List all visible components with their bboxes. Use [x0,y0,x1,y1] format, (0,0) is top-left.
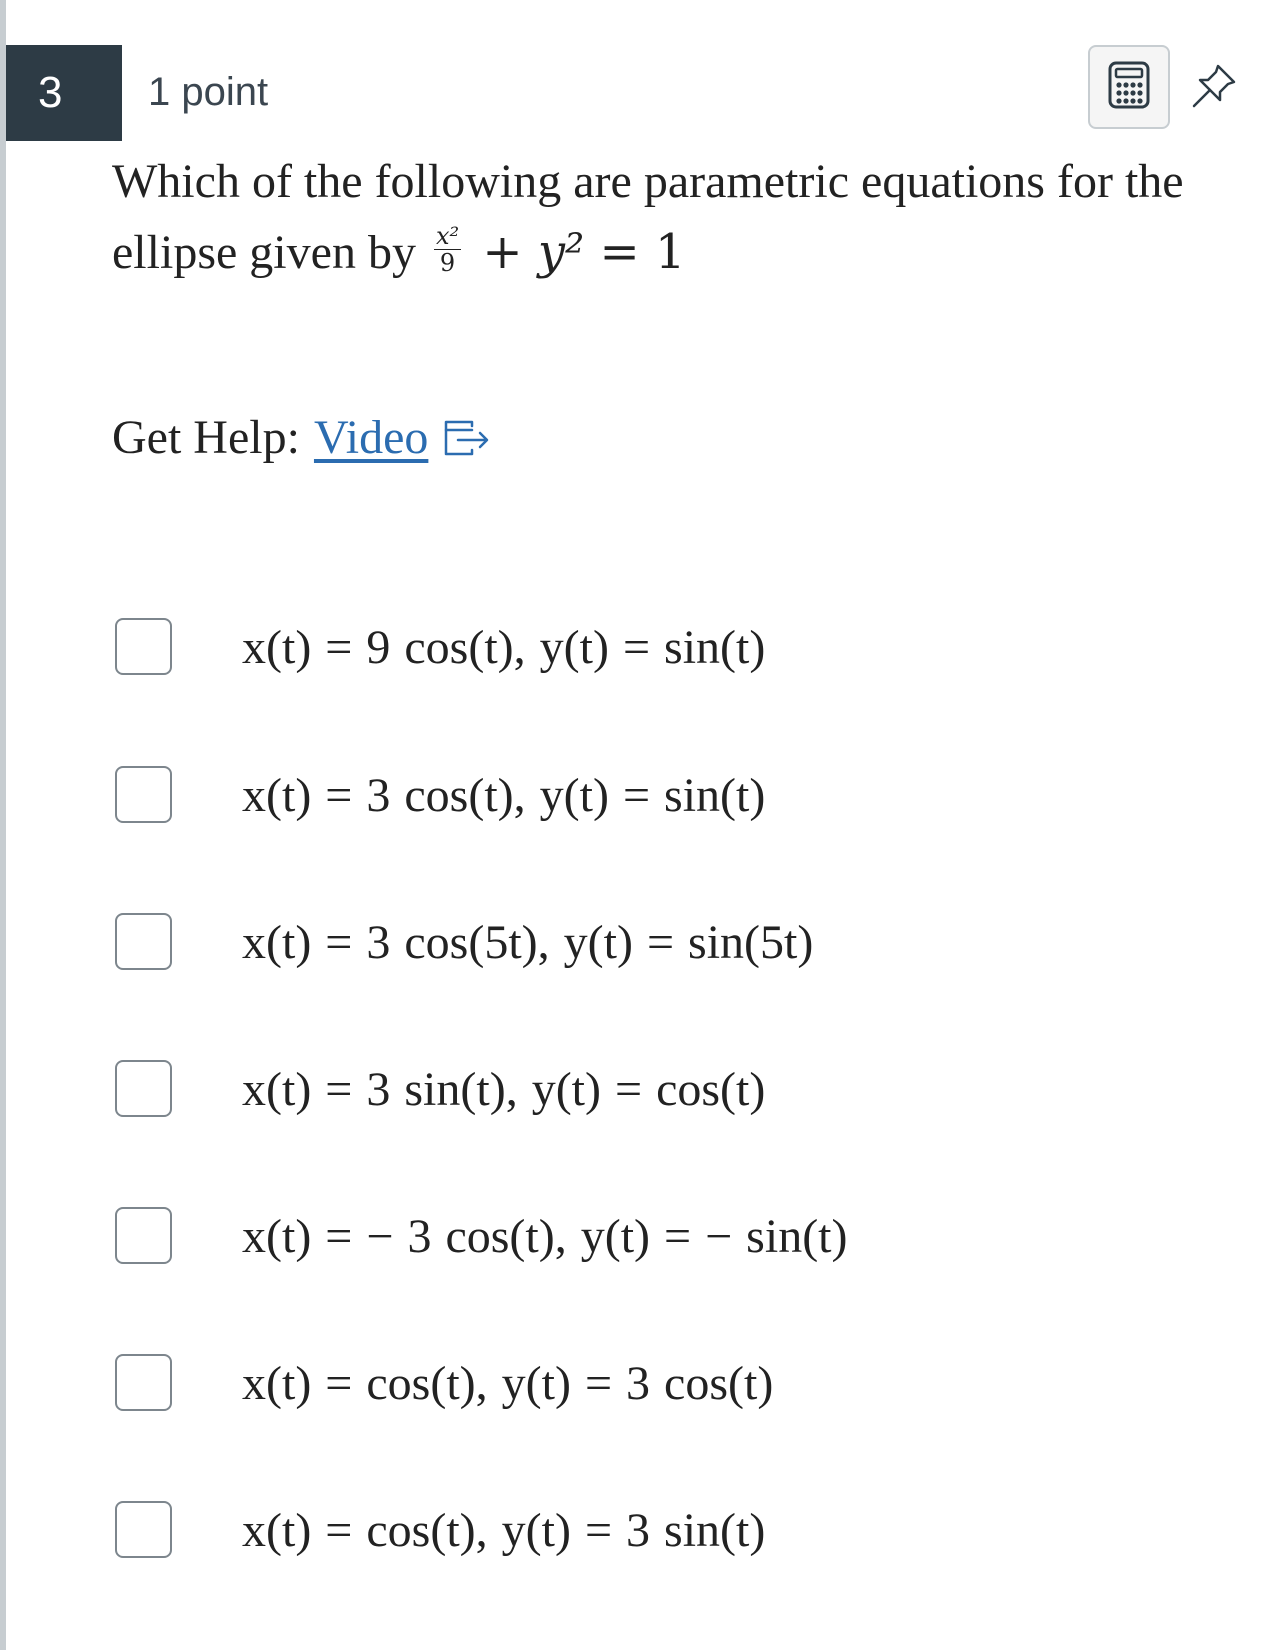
ellipse-equation [428,224,686,280]
calculator-icon [1107,61,1151,114]
external-link-icon[interactable] [442,418,490,458]
option-3-label: x(t) = 3 cos(5t), y(t) = sin(5t) [242,916,814,969]
equation-equals: = 1 [599,224,686,280]
get-help-label: Get Help: [112,411,300,464]
pin-icon [1188,60,1240,117]
equation-y-term: y² [537,224,585,280]
question-line-1: Which of the following are parametric equations for the [112,155,1184,208]
calculator-button[interactable] [1088,45,1170,129]
points-label: 1 point [148,70,269,114]
question-line-2-prefix: ellipse given by [112,226,416,279]
option-7-checkbox[interactable] [115,1501,172,1558]
option-1[interactable] [112,618,1212,682]
question-text [112,147,1232,288]
video-link[interactable]: Video [313,411,429,464]
option-7-label: x(t) = cos(t), y(t) = 3 sin(t) [242,1504,766,1557]
option-4-label: x(t) = 3 sin(t), y(t) = cos(t) [242,1063,766,1116]
option-2-label: x(t) = 3 cos(t), y(t) = sin(t) [242,769,766,822]
pin-button[interactable] [1184,58,1244,118]
left-rail [0,0,6,1650]
option-5-checkbox[interactable] [115,1207,172,1264]
option-4-checkbox[interactable] [115,1060,172,1117]
option-1-checkbox[interactable] [115,618,172,675]
option-3-checkbox[interactable] [115,913,172,970]
question-number: 3 [6,45,122,141]
option-6-checkbox[interactable] [115,1354,172,1411]
question-line-2 [112,217,1232,288]
option-5-label: x(t) = − 3 cos(t), y(t) = − sin(t) [242,1210,848,1263]
equation-plus: + [482,224,523,280]
fraction-numerator: x² [435,222,460,250]
option-4[interactable] [112,1060,1212,1124]
option-5[interactable] [112,1207,1212,1271]
option-2-checkbox[interactable] [115,766,172,823]
option-1-label: x(t) = 9 cos(t), y(t) = sin(t) [242,621,766,674]
option-7[interactable] [112,1501,1212,1565]
option-2[interactable] [112,766,1212,830]
equation-fraction [434,223,461,276]
option-6-label: x(t) = cos(t), y(t) = 3 cos(t) [242,1357,774,1410]
fraction-denominator: 9 [434,249,461,276]
option-6[interactable] [112,1354,1212,1418]
option-3[interactable] [112,913,1212,977]
get-help [112,410,490,465]
